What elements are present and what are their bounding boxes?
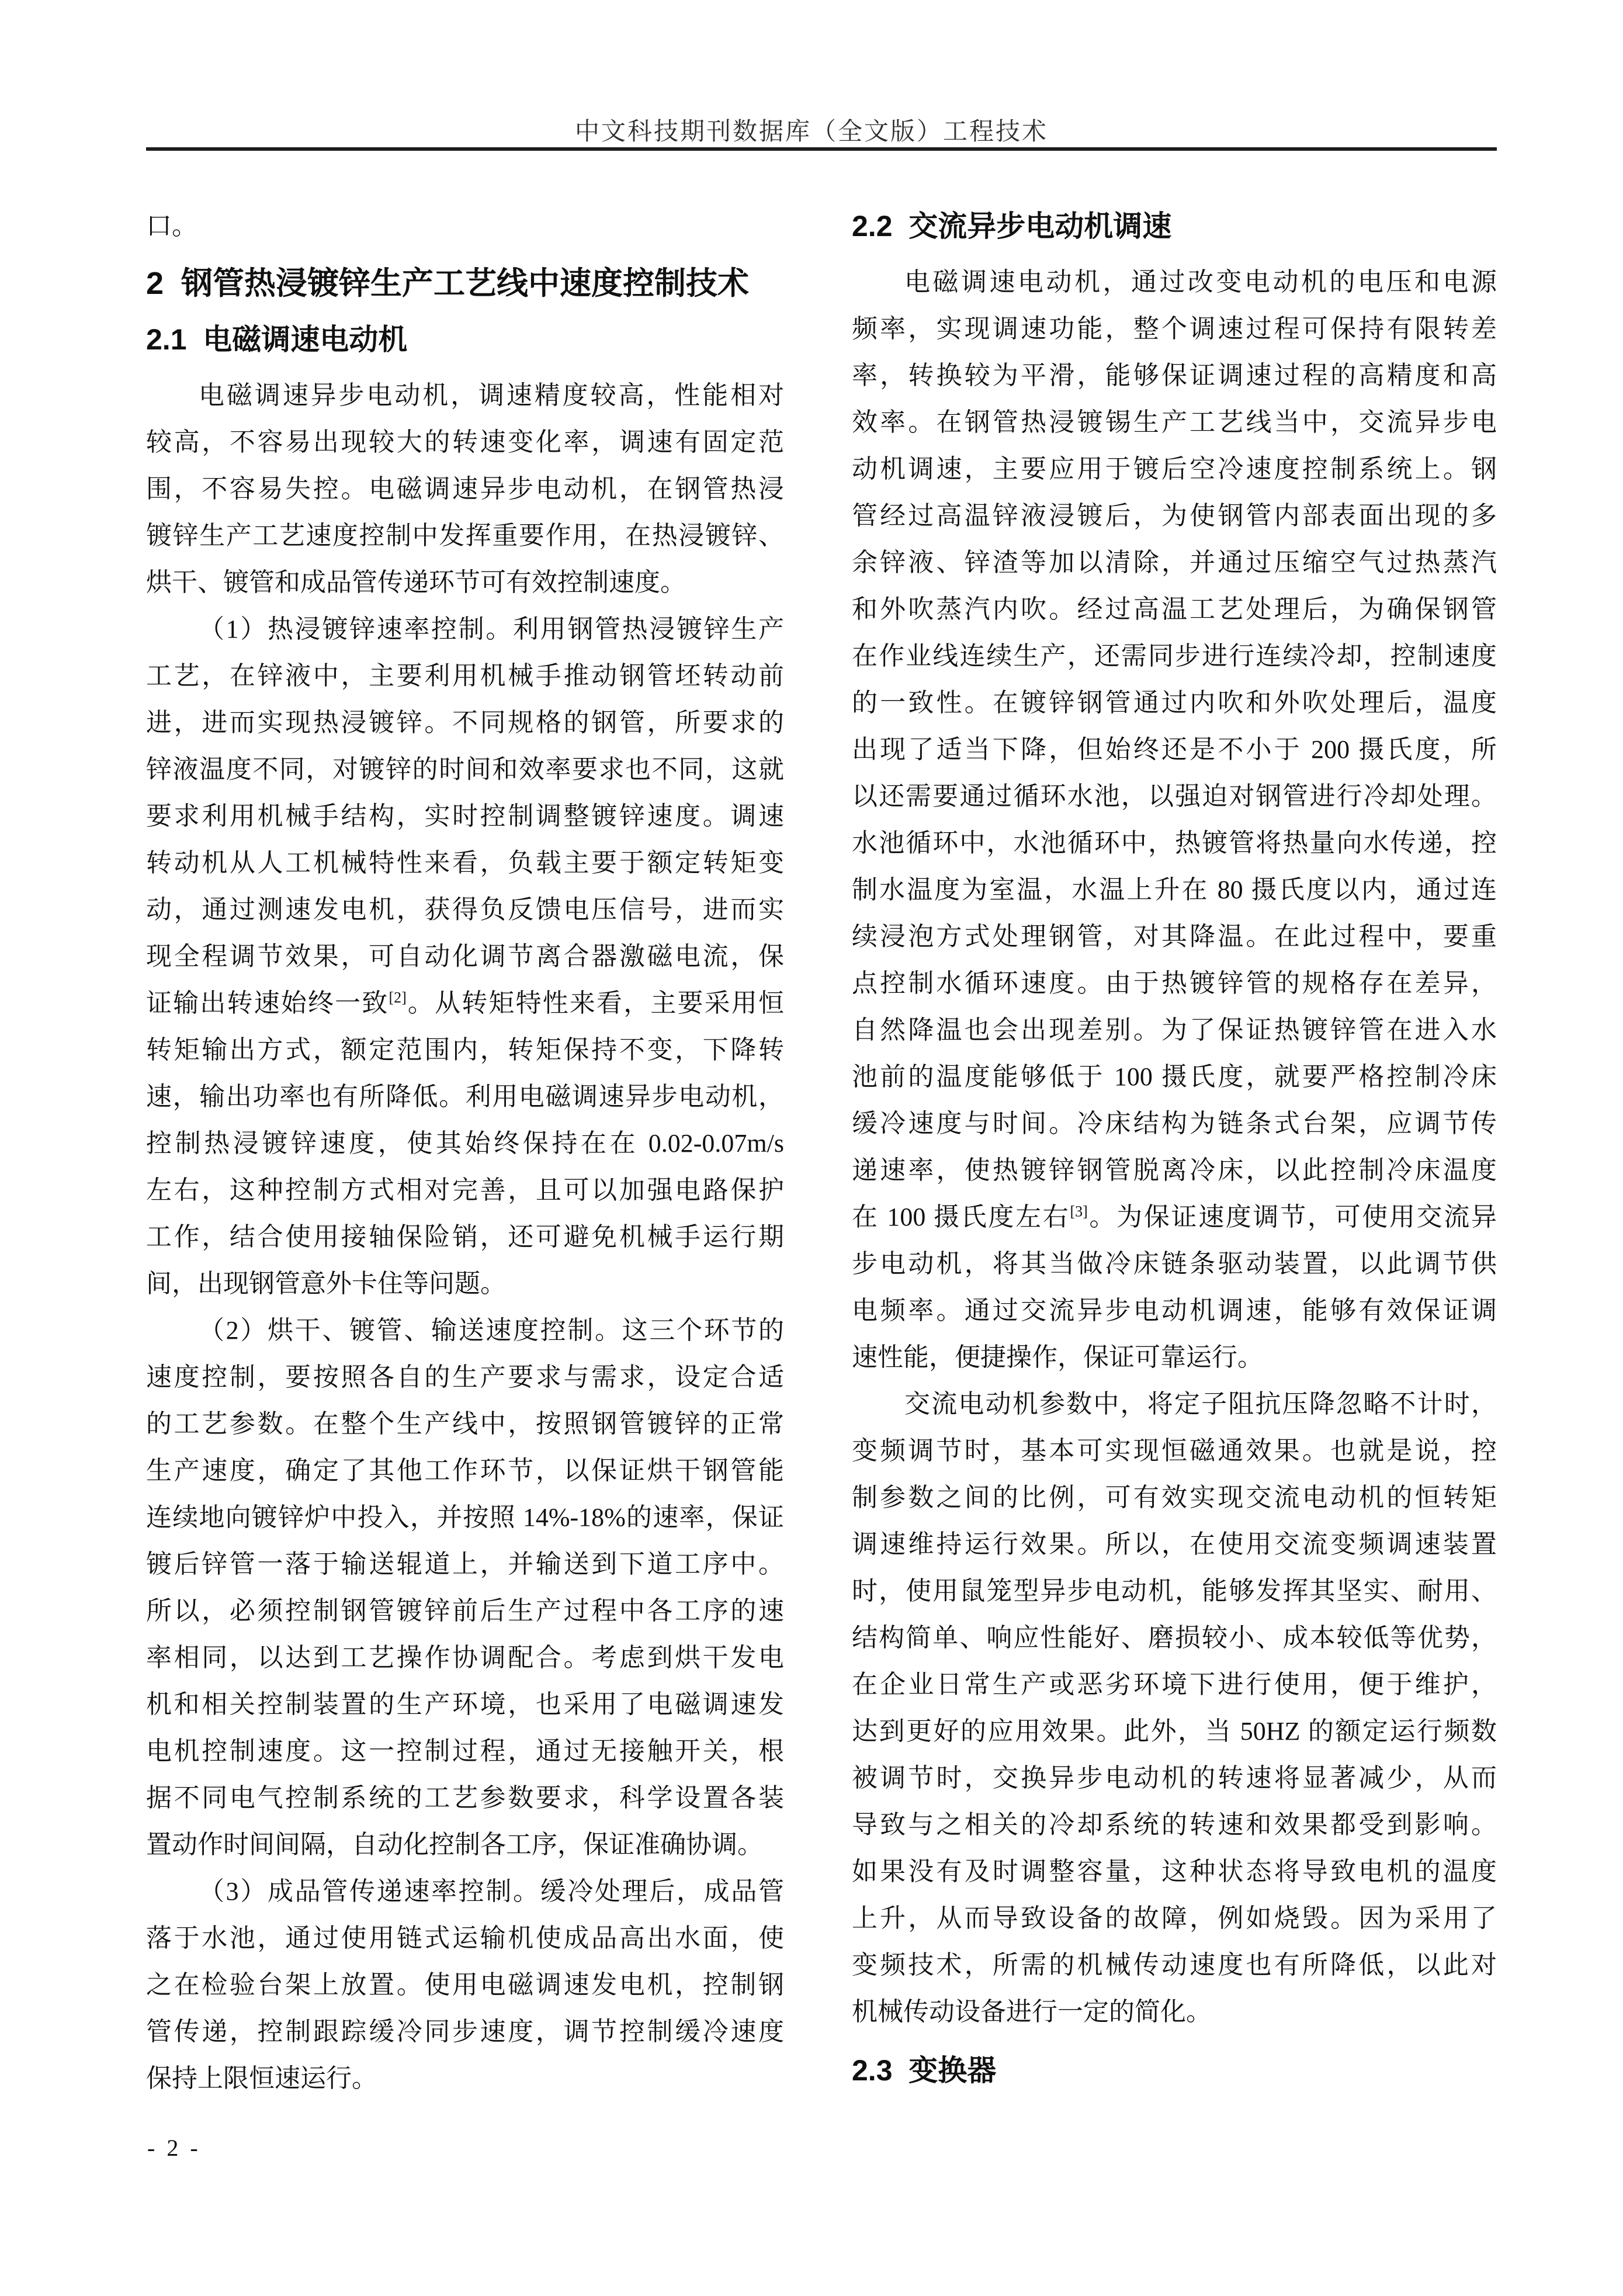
text-line: 机械传动设备进行一定的简化。 <box>852 1997 1212 2026</box>
text-line: 围，不容易失控。电磁调速异步电动机，在钢管热浸 <box>146 475 784 503</box>
text-line: 递速率，使热镀锌钢管脱离冷床，以此控制冷床温度 <box>852 1156 1497 1185</box>
text-line: 之在检验台架上放置。使用电磁调速发电机，控制钢 <box>146 1971 784 1999</box>
text-line: 控制热浸镀锌速度，使其始终保持在在 0.02-0.07m/s <box>146 1129 784 1158</box>
text-line: 左右，这种控制方式相对完善，且可以加强电路保护 <box>146 1176 784 1204</box>
subsection-heading: 2.1 电磁调速电动机 <box>146 323 408 356</box>
text-line: 点控制水循环速度。由于热镀锌管的规格存在差异， <box>852 969 1497 998</box>
left-column <box>146 203 784 2102</box>
text-line: 现全程调节效果，可自动化调节离合器激磁电流，保 <box>146 942 784 971</box>
header-rule <box>146 147 1497 151</box>
text-line: 被调节时，交换异步电动机的转速将显著减少，从而 <box>852 1764 1497 1792</box>
page-number: - 2 - <box>147 2135 201 2161</box>
text-line: 证输出转速始终一致[2]。从转矩特性来看，主要采用恒 <box>146 989 784 1017</box>
text-line: 工艺，在锌液中，主要利用机械手推动钢管坯转动前 <box>146 662 784 690</box>
subsection-heading: 2.3 变换器 <box>852 2054 997 2087</box>
text-line: 以还需要通过循环水池，以强迫对钢管进行冷却处理。 <box>852 782 1497 811</box>
text-line: 上升，从而导致设备的故障，例如烧毁。因为采用了 <box>852 1904 1497 1933</box>
text-line: （1）热浸镀锌速率控制。利用钢管热浸镀锌生产 <box>199 615 784 643</box>
text-line: 所以，必须控制钢管镀锌前后生产过程中各工序的速 <box>146 1597 784 1625</box>
text-line: 水池循环中，水池循环中，热镀管将热量向水传递，控 <box>852 829 1497 857</box>
text-line: 余锌液、锌渣等加以清除，并通过压缩空气过热蒸汽 <box>852 548 1497 577</box>
text-line: 要求利用机械手结构，实时控制调整镀锌速度。调速 <box>146 802 784 830</box>
text-line: 口。 <box>146 212 197 240</box>
text-line: 速性能，便捷操作，保证可靠运行。 <box>852 1343 1263 1372</box>
page-header <box>0 112 1623 147</box>
text-line: 在企业日常生产或恶劣环境下进行使用，便于维护， <box>852 1670 1497 1699</box>
text-line: 进，进而实现热浸镀锌。不同规格的钢管，所要求的 <box>146 708 784 737</box>
text-line: 速，输出功率也有所降低。利用电磁调速异步电动机， <box>146 1082 784 1111</box>
subsection-heading: 2.2 交流异步电动机调速 <box>852 210 1172 243</box>
text-line: 频率，实现调速功能，整个调速过程可保持有限转差 <box>852 314 1497 343</box>
text-line: 达到更好的应用效果。此外，当 50HZ 的额定运行频数 <box>852 1717 1497 1746</box>
text-line: 机和相关控制装置的生产环境，也采用了电磁调速发 <box>146 1690 784 1719</box>
text-line: 镀锌生产工艺速度控制中发挥重要作用，在热浸镀锌、 <box>146 521 784 550</box>
text-line: 结构简单、响应性能好、磨损较小、成本较低等优势， <box>852 1623 1497 1652</box>
section-heading: 2 钢管热浸镀锌生产工艺线中速度控制技术 <box>146 266 750 301</box>
text-line: 烘干、镀管和成品管传递环节可有效控制速度。 <box>146 568 686 597</box>
text-line: 步电动机，将其当做冷床链条驱动装置，以此调节供 <box>852 1249 1497 1278</box>
text-line: 池前的温度能够低于 100 摄氏度，就要严格控制冷床 <box>852 1062 1497 1091</box>
text-line: 变频调节时，基本可实现恒磁通效果。也就是说，控 <box>852 1436 1497 1465</box>
text-line: 在作业线连续生产，还需同步进行连续冷却，控制速度 <box>852 642 1497 670</box>
text-line: （3）成品管传递速率控制。缓冷处理后，成品管 <box>199 1877 784 1906</box>
text-line: 生产速度，确定了其他工作环节，以保证烘干钢管能 <box>146 1456 784 1485</box>
text-line: 如果没有及时调整容量，这种状态将导致电机的温度 <box>852 1857 1497 1886</box>
text-line: 时，使用鼠笼型异步电动机，能够发挥其坚实、耐用、 <box>852 1577 1497 1605</box>
text-line: 制水温度为室温，水温上升在 80 摄氏度以内，通过连 <box>852 875 1497 904</box>
text-line: 落于水池，通过使用链式运输机使成品高出水面，使 <box>146 1924 784 1952</box>
citation-ref: [3] <box>1070 1203 1088 1220</box>
text-line: 电磁调速电动机，通过改变电动机的电压和电源 <box>904 268 1497 296</box>
text-line: 导致与之相关的冷却系统的转速和效果都受到影响。 <box>852 1810 1497 1839</box>
text-line: 管传递，控制跟踪缓冷同步速度，调节控制缓冷速度 <box>146 2017 784 2046</box>
text-line: 率相同，以达到工艺操作协调配合。考虑到烘干发电 <box>146 1643 784 1672</box>
text-line: 调速维持运行效果。所以，在使用交流变频调速装置 <box>852 1530 1497 1559</box>
text-line: 出现了适当下降，但始终还是不小于 200 摄氏度，所 <box>852 735 1497 764</box>
text-line: 制参数之间的比例，可有效实现交流电动机的恒转矩 <box>852 1483 1497 1512</box>
text-line: 的工艺参数。在整个生产线中，按照钢管镀锌的正常 <box>146 1410 784 1438</box>
text-line: 缓冷速度与时间。冷床结构为链条式台架，应调节传 <box>852 1109 1497 1138</box>
text-line: 自然降温也会出现差别。为了保证热镀锌管在进入水 <box>852 1016 1497 1044</box>
text-line: 在 100 摄氏度左右[3]。为保证速度调节，可使用交流异 <box>852 1203 1497 1231</box>
text-line: 置动作时间间隔，自动化控制各工序，保证准确协调。 <box>146 1830 763 1859</box>
text-line: 转矩输出方式，额定范围内，转矩保持不变，下降转 <box>146 1036 784 1064</box>
text-line: 锌液温度不同，对镀锌的时间和效率要求也不同，这就 <box>146 755 784 784</box>
text-line: 的一致性。在镀锌钢管通过内吹和外吹处理后，温度 <box>852 688 1497 717</box>
right-column <box>852 203 1497 2094</box>
text-line: 保持上限恒速运行。 <box>146 2064 377 2093</box>
text-line: 交流电动机参数中，将定子阻抗压降忽略不计时， <box>904 1390 1497 1418</box>
text-line: 和外吹蒸汽内吹。经过高温工艺处理后，为确保钢管 <box>852 595 1497 624</box>
text-line: 电频率。通过交流异步电动机调速，能够有效保证调 <box>852 1296 1497 1325</box>
text-line: 动，通过测速发电机，获得负反馈电压信号，进而实 <box>146 895 784 924</box>
citation-ref: [2] <box>389 989 407 1006</box>
text-line: 转动机从人工机械特性来看，负载主要于额定转矩变 <box>146 849 784 877</box>
text-line: 间，出现钢管意外卡住等问题。 <box>146 1269 506 1298</box>
text-line: （2）烘干、镀管、输送速度控制。这三个环节的 <box>199 1316 784 1345</box>
text-line: 续浸泡方式处理钢管，对其降温。在此过程中，要重 <box>852 922 1497 951</box>
text-line: 率，转换较为平滑，能够保证调速过程的高精度和高 <box>852 361 1497 390</box>
text-line: 速度控制，要按照各自的生产要求与需求，设定合适 <box>146 1363 784 1391</box>
journal-header-title: 中文科技期刊数据库（全文版）工程技术 <box>574 119 1048 146</box>
text-line: 动机调速，主要应用于镀后空冷速度控制系统上。钢 <box>852 455 1497 483</box>
text-line: 连续地向镀锌炉中投入，并按照 14%-18%的速率，保证 <box>146 1503 784 1532</box>
text-line: 电机控制速度。这一控制过程，通过无接触开关，根 <box>146 1737 784 1765</box>
text-line: 电磁调速异步电动机，调速精度较高，性能相对 <box>199 381 784 410</box>
text-line: 较高，不容易出现较大的转速变化率，调速有固定范 <box>146 428 784 456</box>
text-line: 工作，结合使用接轴保险销，还可避免机械手运行期 <box>146 1223 784 1251</box>
text-line: 效率。在钢管热浸镀锡生产工艺线当中，交流异步电 <box>852 408 1497 437</box>
text-line: 变频技术，所需的机械传动速度也有所降低，以此对 <box>852 1951 1497 1979</box>
text-line: 管经过高温锌液浸镀后，为使钢管内部表面出现的多 <box>852 501 1497 530</box>
text-line: 据不同电气控制系统的工艺参数要求，科学设置各装 <box>146 1784 784 1812</box>
text-line: 镀后锌管一落于输送辊道上，并输送到下道工序中。 <box>146 1550 784 1578</box>
